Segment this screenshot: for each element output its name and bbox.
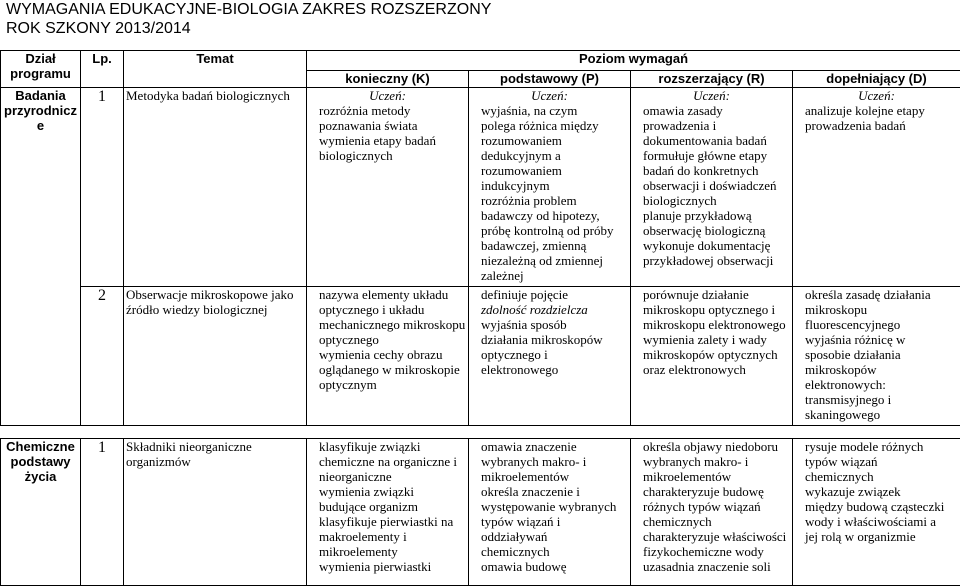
requirement-line: wykonuje dokumentację [633, 238, 790, 253]
requirement-line: rozróżnia metody [309, 103, 466, 118]
requirement-line: jej rolą w organizmie [795, 529, 958, 544]
uczen-label: Uczeń: [795, 88, 958, 103]
requirement-line: mikroelementów [471, 469, 628, 484]
requirement-line: chemicznych [633, 514, 790, 529]
header-temat: Temat [124, 51, 307, 88]
requirement-line: badań do konkretnych [633, 163, 790, 178]
requirement-line: typów wiązań i [471, 514, 628, 529]
table-row [1, 287, 960, 426]
requirement-line: fluorescencyjnego [795, 317, 958, 332]
requirement-line: budujące organizm [309, 499, 466, 514]
level-d-cell [793, 439, 960, 586]
requirement-line: rysuje modele różnych [795, 439, 958, 454]
requirement-line: oddziaływań [471, 529, 628, 544]
requirement-line: uzasadnia znaczenie soli [633, 559, 790, 574]
requirement-line: określa zasadę działania [795, 287, 958, 302]
requirement-line: klasyfikuje pierwiastki na [309, 514, 466, 529]
uczen-label: Uczeń: [309, 88, 466, 103]
requirement-line: optycznego i [471, 347, 628, 362]
requirement-line: skaningowego [795, 407, 958, 422]
requirement-line: badawczy od hipotezy, [471, 208, 628, 223]
level-p-cell [469, 439, 631, 586]
requirement-line: charakteryzuje właściwości [633, 529, 790, 544]
topic: Metodyka badań biologicznych [124, 88, 307, 287]
requirement-line: zdolność rozdzielcza [471, 302, 628, 317]
requirement-line: mikroskopów optycznych [633, 347, 790, 362]
requirement-line: indukcyjnym [471, 178, 628, 193]
requirement-line: polega różnica między [471, 118, 628, 133]
requirement-line: występowanie wybranych [471, 499, 628, 514]
requirement-line: mikroelementów [633, 469, 790, 484]
requirement-line: wymienia etapy badań [309, 133, 466, 148]
requirement-line: mikroskopów [795, 362, 958, 377]
requirement-line: dokumentowania badań [633, 133, 790, 148]
requirement-line: przykładowej obserwacji [633, 253, 790, 268]
requirement-line: wody i właściwościami a [795, 514, 958, 529]
requirement-line: sposobie działania [795, 347, 958, 362]
document-subtitle: ROK SZKONY 2013/2014 [6, 19, 491, 38]
table-row [1, 439, 960, 586]
requirement-line: chemicznych [471, 544, 628, 559]
requirement-line: nazywa elementy układu [309, 287, 466, 302]
requirement-line: rozumowaniem [471, 133, 628, 148]
requirement-line: chemiczne na organiczne i [309, 454, 466, 469]
level-p-cell [469, 88, 631, 287]
requirement-line: obserwację biologiczną [633, 223, 790, 238]
requirement-line: transmisyjnego i [795, 392, 958, 407]
requirement-line: prowadzenia i [633, 118, 790, 133]
requirement-line: oraz elektronowych [633, 362, 790, 377]
header-level-p: podstawowy (P) [469, 71, 631, 88]
requirement-line: optycznym [309, 377, 466, 392]
requirement-line: niezależną od zmiennej [471, 253, 628, 268]
requirement-line: omawia zasady [633, 103, 790, 118]
requirement-line: omawia znaczenie [471, 439, 628, 454]
requirement-line: planuje przykładową [633, 208, 790, 223]
header-level-d: dopełniający (D) [793, 71, 960, 88]
level-r-cell [631, 287, 793, 426]
level-r-cell [631, 88, 793, 287]
requirement-line: mikroskopu [795, 302, 958, 317]
requirement-line: porównuje działanie [633, 287, 790, 302]
level-d-cell [793, 88, 960, 287]
requirement-line: klasyfikuje związki [309, 439, 466, 454]
header-level-k: konieczny (K) [307, 71, 469, 88]
document-title: WYMAGANIA EDUKACYJNE-BIOLOGIA ZAKRES ROZSZERZONY [6, 0, 491, 19]
requirement-line: mikroskopu optycznego i [633, 302, 790, 317]
requirement-line: wybranych makro- i [471, 454, 628, 469]
level-p-cell [469, 287, 631, 426]
requirement-line: nieorganiczne [309, 469, 466, 484]
requirement-line: mechanicznego mikroskopu [309, 317, 466, 332]
requirement-line: różnych typów wiązań [633, 499, 790, 514]
requirement-line: mikroelementy [309, 544, 466, 559]
requirement-line: elektronowych: [795, 377, 958, 392]
requirement-line: typów wiązań [795, 454, 958, 469]
uczen-label: Uczeń: [633, 88, 790, 103]
requirement-line: wymienia zalety i wady [633, 332, 790, 347]
row-number: 1 [81, 88, 124, 287]
level-k-cell [307, 88, 469, 287]
table-row [1, 88, 960, 287]
requirements-table [0, 50, 960, 586]
requirement-line: poznawania świata [309, 118, 466, 133]
requirement-line: makroelementy i [309, 529, 466, 544]
requirement-line: wyjaśnia, na czym [471, 103, 628, 118]
requirement-line: oglądanego w mikroskopie [309, 362, 466, 377]
requirement-line: optycznego [309, 332, 466, 347]
requirement-line: chemicznych [795, 469, 958, 484]
requirement-line: elektronowego [471, 362, 628, 377]
row-number: 1 [81, 439, 124, 586]
requirement-line: fizykochemiczne wody [633, 544, 790, 559]
topic: Obserwacje mikroskopowe jako źródło wiedzy biologicznej [124, 287, 307, 426]
header-dzial: Dział programu [1, 51, 81, 88]
requirement-line: definiuje pojęcie [471, 287, 628, 302]
requirement-line: formułuje główne etapy [633, 148, 790, 163]
requirement-line: określa znaczenie i [471, 484, 628, 499]
requirement-line: wymienia związki [309, 484, 466, 499]
requirement-line: prowadzenia badań [795, 118, 958, 133]
requirement-line: zależnej [471, 268, 628, 283]
requirement-line: między budową cząsteczki [795, 499, 958, 514]
requirement-line: wykazuje związek [795, 484, 958, 499]
level-d-cell [793, 287, 960, 426]
section-name: Chemiczne podstawy życia [1, 439, 81, 586]
requirement-line: wybranych makro- i [633, 454, 790, 469]
topic: Składniki nieorganiczne organizmów [124, 439, 307, 586]
header-level-r: rozszerzający (R) [631, 71, 793, 88]
requirement-line: działania mikroskopów [471, 332, 628, 347]
requirement-line: wyjaśnia różnicę w [795, 332, 958, 347]
requirement-line: charakteryzuje budowę [633, 484, 790, 499]
requirement-line: analizuje kolejne etapy [795, 103, 958, 118]
requirement-line: biologicznych [309, 148, 466, 163]
requirement-line: wymienia cechy obrazu [309, 347, 466, 362]
uczen-label: Uczeń: [471, 88, 628, 103]
requirement-line: określa objawy niedoboru [633, 439, 790, 454]
requirement-line: próbę kontrolną od próby [471, 223, 628, 238]
section-separator [1, 426, 960, 439]
requirement-line: obserwacji i doświadczeń [633, 178, 790, 193]
requirement-line: wymienia pierwiastki [309, 559, 466, 574]
requirement-line: wyjaśnia sposób [471, 317, 628, 332]
level-k-cell [307, 439, 469, 586]
requirement-line: biologicznych [633, 193, 790, 208]
header-poziom: Poziom wymagań [307, 51, 960, 71]
header-lp: Lp. [81, 51, 124, 88]
requirement-line: omawia budowę [471, 559, 628, 574]
level-r-cell [631, 439, 793, 586]
requirement-line: rozumowaniem [471, 163, 628, 178]
row-number: 2 [81, 287, 124, 426]
level-k-cell [307, 287, 469, 426]
requirement-line: rozróżnia problem [471, 193, 628, 208]
requirement-line: optycznego i układu [309, 302, 466, 317]
section-name: Badania przyrodnicz e [1, 88, 81, 426]
requirement-line: badawczej, zmienną [471, 238, 628, 253]
document-header [6, 0, 491, 38]
requirement-line: dedukcyjnym a [471, 148, 628, 163]
requirement-line: mikroskopu elektronowego [633, 317, 790, 332]
